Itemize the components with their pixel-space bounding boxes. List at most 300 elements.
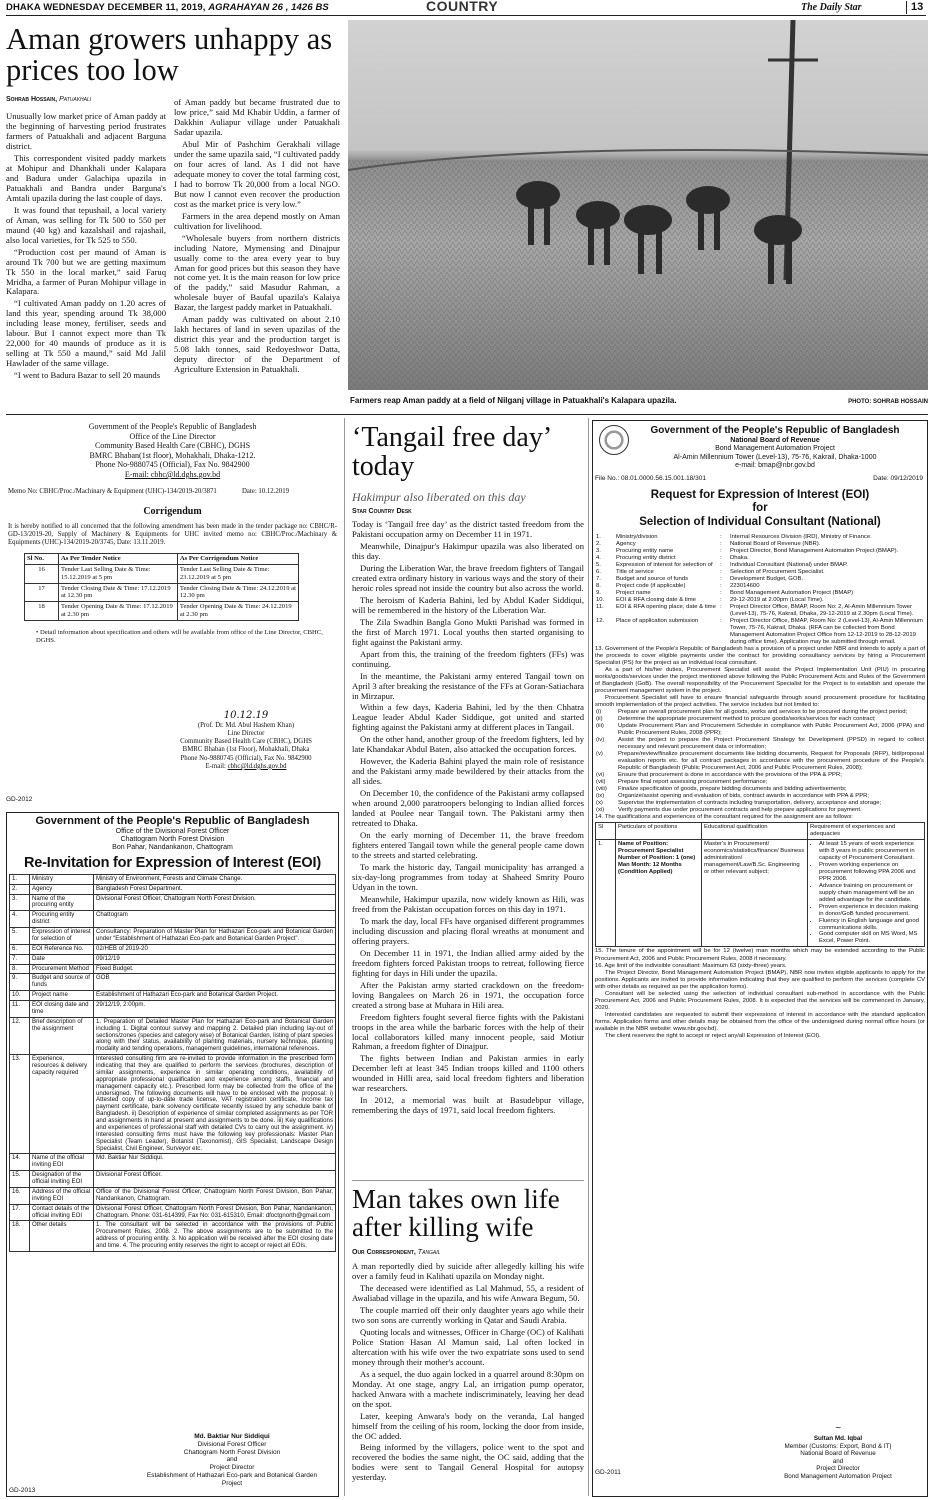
corrigendum-table: [24, 553, 299, 620]
paragraph: The Zila Swadhin Bangla Gono Mukti Parishad was formed in the first of March 1971. Local youths then started organising to fight against the Pakistani army.: [352, 616, 584, 647]
table-cell: Selection of Procurement Specialist.: [730, 569, 825, 576]
photo-illustration: [348, 20, 928, 390]
table-cell: 15.: [10, 1171, 30, 1188]
paragraph: As a sequel, the duo again locked in a quarrel around 8:30pm on Monday. At one stage, angry Lal, an irrigation pump operator, hacked Anwara with a machete indiscriminately, leaving her dead on the spot.: [352, 1368, 584, 1409]
table-cell: Dhaka.: [730, 555, 749, 562]
paragraph: However, the Kaderia Bahini played the main role of resistance and the Pakistani army made bewildered by their attacks from the all sides.: [352, 756, 584, 787]
paragraph: To mark the day, local FFs have organised different programmes including discussion and placing floral wreaths at monument and offering prayers.: [352, 915, 584, 946]
table-cell: 4.: [10, 911, 30, 928]
table-cell: Tender Last Selling Date & Time: 15.12.2019 at 5 pm: [59, 565, 178, 584]
table-cell: Determine the appropriate procurement method to procure goods/works/services for each contract;: [618, 716, 876, 723]
nbr-info-table: [595, 534, 925, 646]
table-cell: EOI & RFA opening place, date & time: [616, 603, 716, 610]
table-cell: Ministry/division: [616, 534, 658, 541]
signature: 10.12.19: [223, 710, 269, 721]
table-cell: 10.: [596, 596, 605, 603]
table-cell: 1. Preparation of Detailed Master Plan for Hathazari Eco-park and Botanical Garden including 1. Digital contour survey and mapping 2. Detailed plan including lay-out of sections/zones (species and category wise) of Botanical Garden, listing of plant species along with their status, availability of planting materials, nursery technique, planting modality and tending operations, management guidelines, international references.: [94, 1017, 336, 1054]
table-cell: :: [720, 603, 722, 610]
table-header: Particulars of positions: [616, 822, 702, 839]
table-row: [10, 1055, 336, 1154]
table-cell: :: [720, 576, 722, 583]
table-row: [595, 597, 925, 604]
paragraph: “Wholesale buyers from northern districts including Natore, Mymensing and Dinajpur usually come to the area every year to buy Aman for good prices but this season they have not come yet. It is the main reason for low price of the paddy,” said Masudur Rahman, a wholesale buyer of Baufal upazila's Kalaiya Bazar, the largest paddy market in Patuakhali.: [174, 232, 340, 313]
list-item: • Advance training on procurement or supply chain management will be an added advantage for the candidate.: [819, 883, 922, 904]
nbr-para: Consultant will be selected using the selection of individual consultant sub-method in accordance with the Public Procurement Act, 2006 and Public Procurement Rules, 2008. It is expected that the services will be commenced in January, 2020.: [595, 990, 925, 1012]
table-cell: Procuring entity district: [616, 555, 676, 562]
nbr-para: 14. The qualifications and experiences of the consultant required for the assignment are as follows:: [595, 813, 853, 820]
table-cell: Divisional Forest Officer.: [94, 1171, 336, 1188]
story2-byline: Star Country Desk: [352, 508, 412, 515]
table-row: [595, 709, 925, 716]
rule: [344, 418, 345, 1496]
lead-photo: [348, 20, 928, 390]
table-cell: 16: [25, 565, 59, 584]
paragraph: On the early morning of December 11, the brave freedom fighters entered Tangail town while the general people came down to the streets and started celebrating.: [352, 830, 584, 861]
table-row: [25, 602, 299, 621]
table-cell: (vii): [596, 779, 606, 786]
ad-project: Bond Management Automation Project: [715, 445, 835, 453]
table-cell: Agency: [616, 541, 636, 548]
table-row: [10, 964, 336, 974]
table-cell: Experience, resources & delivery capacity required: [30, 1055, 94, 1154]
paragraph: It was found that tepushail, a local variety of Aman, was selling for Tk 500 to 550 per maund (40 kg) and kazalshail and rajashail, also local varieties, for Tk 525 to 550.: [6, 204, 166, 245]
table-row: [25, 583, 299, 602]
ad-email: E-mail: cbhc@ld.dghs.gov.bd: [124, 469, 221, 479]
table-cell: Date: [30, 954, 94, 964]
ad-code: GD-2013: [9, 1487, 36, 1494]
paragraph: “I went to Badura Bazar to sell 20 maunds: [14, 370, 161, 381]
table-row: [10, 974, 336, 991]
table-cell: Interested consulting firm are re-invited to provide information in the prescribed form indicating that they are qualified to perform the services (brochures, description of similar assignments, experience in similar operating conditions, availability of appropriate professional qualification and experience among staffs, financial and management capacity etc.). Prescribed form may be collected from the office of the undersigned. The following documents will have to be enclosed with the proposal: i) Attested copy of up-to-date trade license, VAT registration certificate, income tax payment certificate, bank solvency certificate recently issued by any schedule bank of Bangladesh. ii) Description of experience of similar completed assignments as per TOR and assignments in hand at present and assignments to be done. iii) Key qualifications and experiences of professional staff with detailed CVs to carry out the assignment. iv) Interested consulting firms must have the following key professionals: Master Plan Specialist (Team Leader), Botanist (Taxonomist), GIS Specialist, Landscape Design Specialist, Civil Engineer, Surveyor etc.: [94, 1055, 336, 1154]
table-cell: Project name: [30, 991, 94, 1001]
table-row: [595, 786, 925, 793]
table-cell: Expression of interest for selection of: [30, 928, 94, 945]
table-cell: National Board of Revenue (NBR).: [730, 541, 821, 548]
paragraph: Today is ‘Tangail free day’ as the district tasted freedom from the Pakistani occupation army on December 11 in 1971.: [352, 520, 584, 539]
table-cell: :: [720, 562, 722, 569]
table-cell: Ministry: [30, 874, 94, 884]
table-row: [595, 618, 925, 646]
table-cell: :: [720, 555, 722, 562]
sign-email: E-mail: cbhc@ld.dghs.gov.bd: [205, 762, 287, 770]
table-row: [10, 1171, 336, 1188]
table-header: Educational qualification: [702, 822, 808, 839]
sign-line: Member (Customs: Export, Bond & IT): [784, 1442, 892, 1450]
table-cell: Individual Consultant (National) under BMAP.: [730, 562, 848, 569]
table-cell: Chattogram: [94, 911, 336, 928]
table-cell: 09/12/19: [94, 954, 336, 964]
table-cell: 223014600: [730, 583, 760, 590]
table-cell: Project Director, Bond Management Automation Project (BMAP).: [730, 548, 899, 555]
table-cell: Other details: [30, 1221, 94, 1252]
nbr-para: 15. The tenure of the appointment will be for 12 (twelve) man months which may be extended according to the Public Procurement Act, 2006 and Public Procurement Rules, 2008 if necessary.: [595, 948, 925, 962]
nbr-duties: [595, 709, 925, 814]
table-header: Sl: [596, 822, 616, 839]
table-cell: :: [720, 569, 722, 576]
nbr-para: As a part of his/her duties, Procurement Specialist will assist the Project Implementation Unit (PIU) in procuring works/goods/services under the project mentioned above following the Public Procurement Acts and Rules of the Government of Bangladesh (GoB). The overall responsibility of the Procurement Specialist for the Project is to establish and operate the procurement management system in the project.: [595, 666, 925, 695]
ad-org: Community Based Health Care (CBHC), DGHS: [94, 441, 251, 451]
rule: [588, 418, 589, 1496]
page-header: [6, 0, 926, 16]
table-cell: 5.: [596, 562, 601, 569]
ad-division: Chattogram North Forest Division: [120, 836, 225, 844]
paragraph: This correspondent visited paddy markets at Mohipur and Dhankhali under Kalapara and Badura under Galachipa upazila in Patuakhali and Bandra under Barguna's Amtali upazila during the last couple of days.: [6, 152, 166, 203]
list-item: • Good computer skill on MS Word, MS Excel, Power Point.: [819, 931, 922, 945]
paragraph: On December 10, the confidence of the Pakistani army collapsed when around 2,000 paratroopers belonging to Indian allied forces landed at Poulee near Tangail town. The Pakistani army then retreated to Dhaka.: [352, 788, 584, 829]
table-cell: :: [720, 583, 722, 590]
paragraph: During the Liberation War, the brave freedom fighters of Tangail created extra ordinary history in various ways and the story of their heroic roles spread not inside the country but also across the world.: [352, 562, 584, 593]
paragraph: Abul Mir of Pashchim Gerakhali village under the same upazila said, “I cultivated paddy on four acres of land. As I did not have adequate money to cover the total farming cost, I had to borrow Tk 20,000 from a local NGO. But now I cannot even recover the production cost as the market price is very low.”: [174, 138, 340, 209]
ad-email: e-mail: bmap@nbr.gov.bd: [735, 462, 815, 470]
table-row: [595, 723, 925, 737]
table-row: [595, 569, 925, 576]
table-row: [25, 565, 299, 584]
sign-addr: BMRC Bhaban (1st Floor), Mohakhali, Dhaka: [182, 746, 310, 754]
photo-credit: PHOTO: SOHRAB HOSSAIN: [848, 399, 928, 405]
table-row: [10, 1154, 336, 1171]
table-cell: :: [720, 590, 722, 596]
sign-and: and: [226, 1456, 238, 1464]
paragraph: Freedom fighters fought several fierce fights with the Pakistani troops in the area while the barbaric forces with the help of their local collaborators killed many innocent people, said Motiur Rahman, a freedom fighter of Dinajpur.: [352, 1011, 584, 1052]
table-cell: 18.: [10, 1221, 30, 1252]
paragraph: Unusually low market price of Aman paddy at the beginning of harvesting period frustrates farmers of Patuakhali and adjacent Barguna district.: [6, 112, 166, 151]
list-item: • Fluency in English language and good communications skills.: [819, 918, 922, 932]
paragraph: “I cultivated Aman paddy on 1.20 acres of land this year, spending around Tk 38,000 including lease money, fertiliser, seeds and labour. But I cannot expect more than Tk 22,000 for 40 maunds of produce as it is selling at Tk 550 a maund,” said Md Jalil Hawlader of the same village.: [6, 298, 166, 369]
rule: [6, 414, 928, 415]
paragraph: After the Pakistan army started crackdown on the freedom-loving Bangalees on March 26 in 1971, the occupation force created a strong base at Muhara in Hili area.: [352, 979, 584, 1010]
table-cell: Procurement Method: [30, 964, 94, 974]
paragraph: The heroism of Kaderia Bahini, led by Abdul Kader Siddiqui, will be remembered in the history of the Liberation War.: [352, 594, 584, 615]
paragraph: Within a few days, Kaderia Bahini, led by the then Chhatra League leader Abdul Kader Siddique, got united and started fighting against the Pakistani army at different places in Tangail.: [352, 702, 584, 733]
table-row: [10, 928, 336, 945]
page-number: 13: [906, 1, 923, 14]
table-cell: (ix): [596, 793, 605, 800]
table-cell: (x): [596, 800, 603, 807]
ad-code: GD-2012: [6, 796, 33, 803]
qual-position: Name of Position: Procurement Specialist Number of Position: 1 (one) Man Month: 12 Months (Condition Applied): [616, 839, 702, 947]
table-cell: Tender Opening Date & Time: 24.12.2019 at 2.30 pm: [177, 602, 298, 621]
rule: [352, 1180, 584, 1181]
ad-gov: Government of the People's Republic of Bangladesh: [35, 815, 310, 827]
table-cell: (iii): [596, 723, 604, 730]
table-cell: (v): [596, 751, 603, 758]
table-cell: Project name: [616, 590, 651, 596]
memo-no: Memo No: CBHC/Proc./Machinary & Equipment (UHC)-134/2019-20/3871: [8, 487, 217, 495]
paragraph: Farmers in the area depend mostly on Aman cultivation for livelihood.: [174, 210, 340, 231]
table-cell: Tender Closing Date & Time: 17.12.2019 at 12.30 pm: [59, 583, 178, 602]
sign-name: Sultan Md. Iqbal: [813, 1435, 863, 1442]
story3-body: [352, 1262, 584, 1498]
table-cell: Tender Opening Date & Time: 17.12.2019 at 2.30 pm: [59, 602, 178, 621]
sign-title: Divisional Forest Officer: [197, 1440, 267, 1448]
nbr-para: Procurement Specialist will have to ensure financial safeguards through sound procurement procedure for facilitating smooth implementation of the project activities. The service includes but not limited to:: [595, 695, 925, 709]
sign-line: Project Director: [816, 1465, 860, 1473]
paragraph: “Production cost per maund of Aman is around Tk 700 but we are getting maximum Tk 550 in the local market,” said Faruq Mridha, a farmer of Puran Mohipur village in Kalapara.: [6, 246, 166, 297]
table-cell: 02/HEB of 2019-20: [94, 944, 336, 954]
table-header: As Per Corrigendum Notice: [177, 554, 298, 565]
table-row: [595, 562, 925, 569]
table-cell: 17.: [10, 1204, 30, 1221]
table-cell: :: [720, 541, 722, 548]
table-cell: 1.: [596, 534, 601, 541]
table-cell: Place of application submission: [616, 617, 699, 624]
table-row: [595, 541, 925, 548]
eoi-title: Request for Expression of Interest (EOI): [650, 488, 870, 501]
corrigendum-body: It is hereby notified to all concerned that the following amendment has been made in the tender package no: CBHC/R-GD-13/2019-20, Supply of Machinery & Equipments for UHC invited memo no: CBHC/Proc./Machinary & Equipments (UHC)-134/2019-20/3745, Date: 13.11.2019.: [8, 523, 337, 547]
story3-byline: Our Correspondent, Tangail: [352, 1249, 441, 1256]
qual-sl: 1.: [596, 839, 616, 947]
story2-headline: ‘Tangail free day’ today: [352, 422, 551, 482]
nbr-para: 13. Government of the People's Republic of Bangladesh has a provision of a project under NBR and intends to apply a part of the proceeds to cover eligible payments under the contract for providing consultancy services by hiring a Procurement Specialist (PS) for the project as an individual local consultant.: [595, 645, 925, 666]
paragraph: Meanwhile, Hakimpur upazila, now widely known as Hili, was freed from the Pakistan occupation forces on this day in 1971.: [352, 893, 584, 914]
sign-pd: Project Director: [209, 1464, 255, 1472]
sign-division: Chattogram North Forest Division: [183, 1448, 281, 1456]
eoi-subtitle: Selection of Individual Consultant (National): [639, 515, 881, 528]
table-cell: 7.: [10, 954, 30, 964]
paragraph: To mark the historic day, Tangail municipality has arranged a six-day-long programmes from today at Shaheed Smrity Pouro Udyan in the town.: [352, 862, 584, 892]
table-cell: 3.: [10, 894, 30, 911]
ad-gov: Government of the People's Republic of Bangladesh: [650, 425, 900, 436]
table-cell: (vi): [596, 772, 605, 779]
dateline: DHAKA WEDNESDAY DECEMBER 11, 2019, AGRAHAYAN 26 , 1426 BS: [6, 2, 329, 13]
masthead: The Daily Star: [801, 2, 862, 13]
table-row: [10, 1017, 336, 1054]
list-item: • Proven working experience on procurement following PPA 2006 and PPR 2008.: [819, 862, 922, 883]
table-cell: Verify payments due under procurement contracts and help prepare applications for payment.: [618, 807, 862, 814]
table-row: [595, 583, 925, 590]
table-cell: 3.: [596, 548, 601, 555]
table-cell: 8.: [596, 583, 601, 590]
list-item: • Proven experience in decision making in donor/GoB funded procurement.: [819, 904, 922, 918]
ad-code: GD-2011: [595, 1469, 621, 1476]
table-cell: Budget and source of funds: [30, 974, 94, 991]
table-cell: Project code (if applicable): [616, 583, 686, 590]
table-cell: :: [720, 596, 722, 603]
table-cell: 9.: [596, 590, 601, 596]
table-cell: Internal Resources Division (IRD), Ministry of Finance.: [730, 534, 872, 541]
table-header: As Per Tender Notice: [59, 554, 178, 565]
nbr-para: The client reserves the right to accept or reject any/all Expression of Interest (EOI).: [605, 1033, 821, 1040]
table-cell: Procuring entity district: [30, 911, 94, 928]
sign-title: Line Director: [227, 730, 265, 738]
table-row: [10, 874, 336, 884]
table-cell: Ministry of Environment, Forests and Climate Change.: [94, 874, 336, 884]
table-cell: Bond Management Automation Project (BMAP): [730, 590, 854, 596]
table-row: [10, 1204, 336, 1221]
table-cell: (iv): [596, 737, 605, 744]
table-row: [10, 884, 336, 894]
table-cell: Organize/assist opening and evaluation of bids, contract awards in accordance with PPA & PPR;: [618, 793, 870, 800]
table-cell: Establishment of Hathazari Eco-park and Botanical Garden Project.: [94, 991, 336, 1001]
ad-addr: Bon Pahar, Nandankanon, Chattogram: [112, 844, 233, 852]
table-cell: Title of service: [616, 569, 654, 576]
table-cell: 11.: [10, 1001, 30, 1018]
nbr-logo: [599, 425, 629, 455]
story3-headline: Man takes own life after killing wife: [352, 1184, 560, 1242]
table-cell: Name of the procuring entity: [30, 894, 94, 911]
nbr-para: Interested candidates are requested to submit their expressions of interest in accordance with the standard application forms. Application forms and other details may be obtained from the office of the undersigned during normal office hours (or available in the NBR website: www.nbr.gov.bd).: [595, 1012, 925, 1033]
table-cell: Designation of the official inviting EOI: [30, 1171, 94, 1188]
nbr-para: 16. Age limit of the indivisible consultant: Maximum 63 (sixty-three) years.: [595, 962, 787, 969]
file-no: File No.: 08.01.0000.56.15.001.18/301: [595, 474, 706, 482]
table-cell: 1.: [10, 874, 30, 884]
table-cell: Fixed Budget.: [94, 964, 336, 974]
corrigendum-title: Corrigendum: [143, 505, 202, 517]
table-cell: 4.: [596, 555, 601, 562]
table-cell: EOI Reference No.: [30, 944, 94, 954]
table-row: [595, 548, 925, 555]
table-cell: 29/12/19, 2:00pm.: [94, 1001, 336, 1018]
table-cell: 13.: [10, 1055, 30, 1154]
qual-requirements: [808, 839, 925, 947]
table-row: [10, 1187, 336, 1204]
table-cell: 2.: [596, 541, 601, 548]
table-cell: 14.: [10, 1154, 30, 1171]
table-cell: 6.: [10, 944, 30, 954]
table-cell: 11.: [596, 603, 604, 610]
table-row: [595, 800, 925, 807]
table-row: [595, 751, 925, 772]
table-cell: Brief description of the assignment: [30, 1017, 94, 1054]
section-label: COUNTRY: [426, 0, 499, 14]
sign-line: and: [832, 1457, 844, 1465]
paragraph: Apart from this, the training of the freedom fighters (FFs) was continuing.: [352, 648, 584, 669]
paragraph: of Aman paddy but became frustrated due to low price,” said Md Khabir Uddin, a farmer of Dakkhin Auliapur village under Patuakhali Sadar upazila.: [174, 98, 340, 137]
table-header: Sl No.: [25, 554, 59, 565]
table-cell: 17: [25, 583, 59, 602]
table-cell: 8.: [10, 964, 30, 974]
memo-date: Date: 10.12.2019: [241, 487, 289, 495]
qualification-table: [595, 822, 925, 947]
table-cell: Procuring entity name: [616, 548, 674, 555]
sign-phone: Phone No-9880745 (Official), Fax No. 9842900: [180, 754, 312, 762]
table-row: [595, 772, 925, 779]
table-cell: Finalize specification of goods, prepare bidding documents and bidding advertisements;: [618, 786, 847, 793]
table-cell: EOI & RFA closing date & time: [616, 596, 696, 603]
paragraph: On December 11 in 1971, the Indian allied army aided by the freedom fighters forced Pakistan troops to retreat, following fierce fighting for days in Hili under the upazila.: [352, 947, 584, 978]
lead-headline: Aman growers unhappy as prices too low: [6, 22, 333, 88]
table-row: [595, 737, 925, 751]
photo-caption: Farmers reap Aman paddy at a field of Nilganj village in Patuakhali's Kalapara upazila.: [350, 396, 677, 405]
lead-byline: Sohrab Hossain, Patuakhali: [6, 96, 92, 103]
paragraph: The deceased were identified as Lal Mahmud, 55, a resident of Awaliabad village in the upazila, and his wife Anwara Begum, 50.: [352, 1282, 584, 1303]
story2-subhead: Hakimpur also liberated on this day: [352, 490, 526, 504]
eoi-table: [9, 874, 336, 1252]
table-row: [10, 894, 336, 911]
paragraph: In the meantime, the Pakistani army entered Tangail town on April 3 after breaking the resistance of the FFs at Goran-Satiachara in Mirzapur.: [352, 670, 584, 701]
table-cell: 2.: [10, 884, 30, 894]
table-cell: :: [720, 548, 722, 555]
paragraph: Later, keeping Anwara's body on the veranda, Lal hanged himself from the ceiling of his room, locking the door from inside, the OC added.: [352, 1410, 584, 1441]
table-row: [10, 944, 336, 954]
table-cell: Update Procurement Plan and Procurement Schedule in compliance with Public Procurement Act, 2006 (PPA) and Public Procurement Rules, 2008 (PPR);: [618, 723, 924, 737]
table-cell: Md. Baktiar Nur Siddiqui.: [94, 1154, 336, 1171]
sign-project: Establishment of Hathazari Eco-park and Botanical Garden Project: [146, 1471, 318, 1487]
paragraph: Aman paddy was cultivated on about 2.10 lakh hectares of land in seven upazilas of the district this year and the production target is 5.08 lakh tonnes, said Redoyeshwor Datta, deputy director of the Department of Agriculture Extension in Patuakhali.: [174, 314, 340, 375]
table-cell: Tender Last Selling Date & Time: 23.12.2019 at 5 pm: [177, 565, 298, 584]
paragraph: A man reportedly died by suicide after allegedly killing his wife over a family feud in Kalihati upazila on Monday night.: [352, 1262, 584, 1281]
file-date: Date: 09/12/2019: [873, 474, 923, 482]
table-header: Requirement of experiences and adequacies: [808, 822, 925, 839]
table-row: [595, 555, 925, 562]
paragraph: Meanwhile, Dinajpur's Hakimpur upazila was also liberated on this day.: [352, 540, 584, 561]
table-cell: EOI closing date and time: [30, 1001, 94, 1018]
table-cell: Tender Closing Date & Time: 24.12.2019 at 12.30 pm: [177, 583, 298, 602]
table-cell: 9.: [10, 974, 30, 991]
table-cell: 6.: [596, 569, 601, 576]
ad-gov: Government of the People's Republic of Bangladesh: [88, 422, 257, 431]
table-row: [10, 911, 336, 928]
table-cell: (xi): [596, 807, 605, 814]
table-row: [595, 590, 925, 597]
table-cell: 29-12-2019 at 2.00pm (Local Time).: [730, 596, 824, 603]
table-cell: Prepare an overall procurement plan for all goods, works and services to be procured during the project period;: [618, 709, 908, 716]
ad-cbhc: [6, 420, 339, 808]
table-cell: Supervise the implementation of contracts including transportation, delivery, acceptance and storage;: [618, 800, 882, 807]
table-row: [595, 576, 925, 583]
ad-addr: BMRC Bhaban(1st floor), Mohakhali, Dhaka-1212.: [89, 450, 256, 460]
table-row: [595, 534, 925, 541]
eoi-title-for: for: [752, 502, 768, 515]
table-row: [595, 716, 925, 723]
table-cell: :: [720, 617, 722, 624]
sign-name: Md. Baktiar Nur Siddiqui: [194, 1433, 270, 1440]
table-cell: Contact details of the official inviting EOI: [30, 1204, 94, 1221]
table-cell: GOB: [94, 974, 336, 991]
table-cell: Budget and source of funds: [616, 576, 689, 583]
table-row: [595, 604, 925, 618]
table-cell: Development Budget, GOB.: [730, 576, 804, 583]
ad-office: Office of the Line Director: [129, 431, 216, 441]
ad-office: Office of the Divisional Forest Officer: [115, 827, 230, 835]
table-cell: Project Director Office, BMAP, Room No: 2, Al-Amin Millennium Tower (Level-13), 75-76, Kakrail, Dhaka, 29-12-2019 at 2.30pm (Local Time).: [730, 603, 914, 617]
table-cell: 16.: [10, 1187, 30, 1204]
paragraph: The couple married off their only daughter years ago while their two son sons are currently working in Qatar and Saudi Arabia.: [352, 1304, 584, 1325]
table-cell: Project Director Office, BMAP, Room No: 2 (Level-13), Al-Amin Millennium Tower, 75-76, Kakrail, Dhaka. (RFA can be collected from Bond Management Automation Project Office from 12-12-2019 to 28-12-2019 during office time). Application may be submitted through email.: [730, 617, 923, 645]
lead-col-1: [6, 112, 166, 404]
table-row: [595, 807, 925, 814]
qual-education: Master's in Procurement/ economics/statistics/finance/ Business administration/ management/Law/B.Sc. Engineering or other relevant subject;: [702, 839, 808, 947]
table-cell: Address of the official inviting EOI: [30, 1187, 94, 1204]
table-cell: Prepare/review/finalize procurement documents like bidding documents, Request for Proposals (RFP), bid/proposal evaluation reports etc. for all contract packages in accordance with the procurement procedure of the People's Republic of Bangladesh (Public Procurement Act, 2006 and Public Procurement Rules, 2008);: [618, 751, 924, 772]
table-cell: 1. The consultant will be selected in accordance with the provisions of Public Procurement Rules, 2008. 2. The above assignments are to be submitted to the address of procuring entity. 3. No application will be received after the EOI closing date and time. 4. The procuring entity reserves the right to accept or reject all EOIs.: [94, 1221, 336, 1252]
sign-org: Community Based Health Care (CBHC), DGHS: [180, 738, 312, 746]
ad-board: National Board of Revenue: [730, 437, 820, 444]
table-cell: 7.: [596, 576, 601, 583]
table-cell: 12.: [596, 617, 605, 624]
table-row: [595, 793, 925, 800]
ad-title: Re-Invitation for Expression of Interest (EOI): [24, 854, 321, 871]
table-cell: :: [720, 534, 722, 541]
table-row: [10, 1001, 336, 1018]
ad-phone: Phone No-9880745 (Official), Fax No. 9842900: [95, 460, 250, 470]
table-row: [595, 779, 925, 786]
nbr-para: The Project Director, Bond Management Automation Project (BMAP), NBR now invites eligible applicants to apply for the positions. Applicants are invited to provide information indicating that they are qualified to perform the services (complete CV with other details as required as per the application forms).: [595, 969, 925, 990]
table-cell: Divisional Forest Officer, Chattogram North Forest Division.: [94, 894, 336, 911]
sign-line: Bond Management Automation Project: [784, 1472, 892, 1480]
table-cell: Consultancy: Preparation of Master Plan for Hathazari Eco-park and Botanical Garden under “Establishment of Hathazari Eco-park and Botanical Garden Project”.: [94, 928, 336, 945]
table-row: [10, 991, 336, 1001]
paragraph: On the other hand, another group of the freedom fighters, led by late Khandakar Abdul Baten, also attacked the occupation forces.: [352, 734, 584, 755]
table-cell: 5.: [10, 928, 30, 945]
table-cell: Bangladesh Forest Department.: [94, 884, 336, 894]
table-cell: Name of the official inviting EOI: [30, 1154, 94, 1171]
list-item: • At least 15 years of work experience with 8 years in public procurement in capacity of Procurement Consultant.: [819, 841, 922, 862]
paragraph: Quoting locals and witnesses, Officer in Charge (OC) of Kalihati Police Station Hasan Al Mamun said, Lal often locked in altercation with his wife over the two expatriate sons used to send money through their mother's account.: [352, 1326, 584, 1367]
signature-mark: ~: [835, 1423, 841, 1434]
table-cell: (viii): [596, 786, 607, 793]
cbhc-note: • Detail information about specification and others will be available from office of the Line Director, CBHC, DGHS.: [36, 628, 323, 644]
